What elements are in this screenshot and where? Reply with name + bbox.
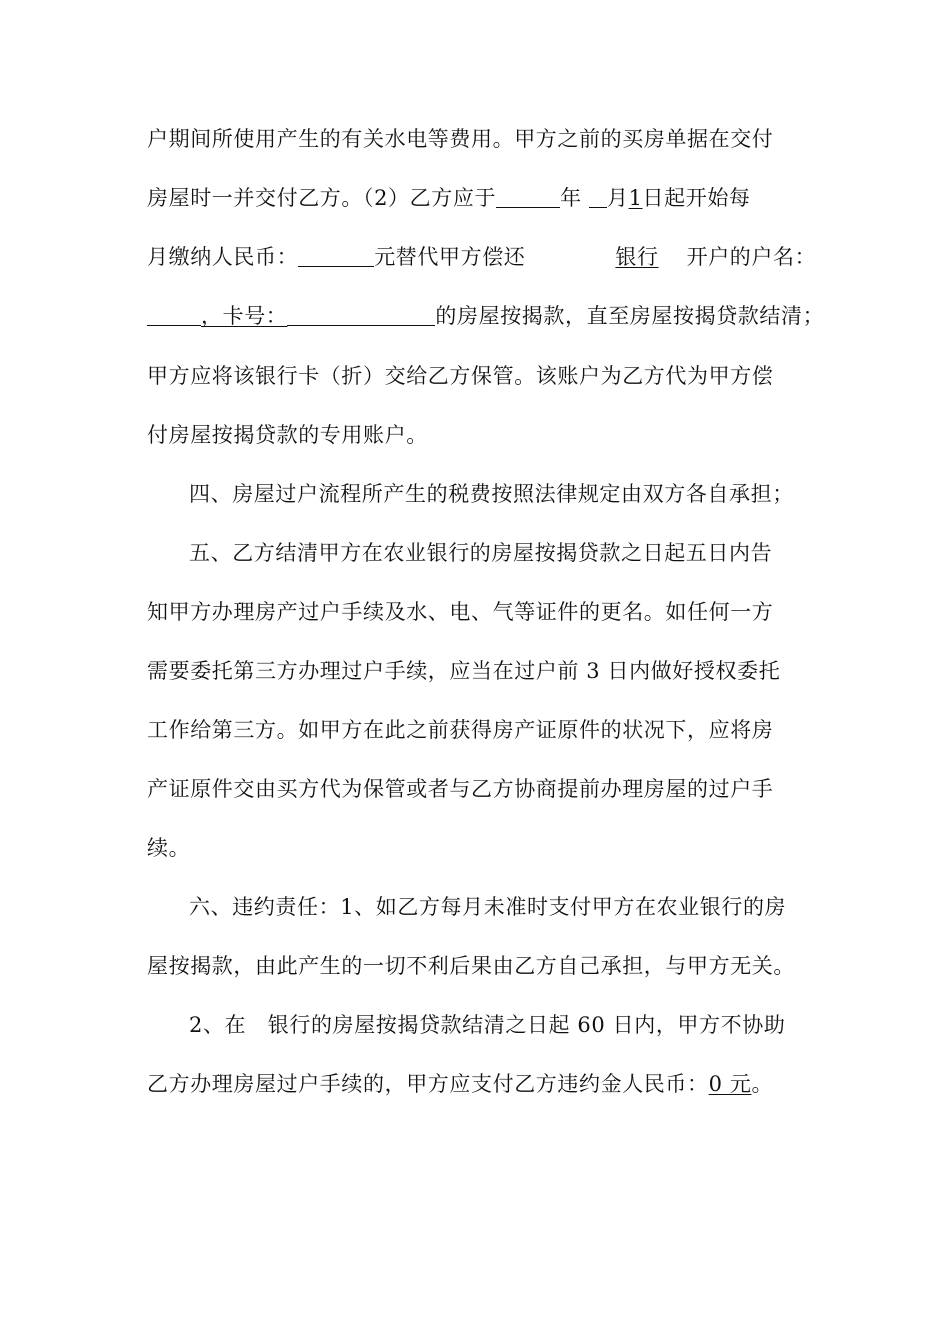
line-text: 户期间所使用产生的有关水电等费用。甲方之前的买房单据在交付 [147,127,774,151]
text-line [147,183,751,213]
line-text: 。 [751,1072,774,1096]
line-text: 六、违约责任：1、如乙方每月未准时支付甲方在农业银行的房 [189,895,787,919]
line-text: 元替代甲方偿还 [374,245,526,269]
text-line [147,124,773,154]
line-text: 的房屋按揭款，直至房屋按揭贷款结清； [435,304,825,328]
text-line [147,597,773,627]
filled-penalty-amount: 0 元 [708,1072,752,1096]
text-line [147,361,773,391]
text-line [147,774,773,804]
text-line [147,301,824,331]
line-text: 2、在 银行的房屋按揭贷款结清之日起 60 日内，甲方不协助 [189,1013,786,1037]
filled-card-label: ，卡号： [201,304,288,328]
blank-field-year [496,185,560,208]
line-text: 房屋时一并交付乙方。（2）乙方应于 [147,186,497,210]
blank-field-account-name [147,303,201,326]
text-line [189,1010,785,1040]
text-line [189,538,772,568]
text-line [189,479,794,509]
text-line [147,833,190,863]
line-text: 乙方办理房屋过户手续的，甲方应支付乙方违约金人民币： [147,1072,709,1096]
line-text: 月缴纳人民币： [147,245,299,269]
text-line [147,242,816,272]
text-line [147,951,795,981]
line-text: 四、房屋过户流程所产生的税费按照法律规定由双方各自承担； [189,482,794,506]
line-text: 需要委托第三方办理过户手续，应当在过户前 3 日内做好授权委托 [147,659,781,683]
line-text: 付房屋按揭贷款的专用账户。 [147,423,428,447]
text-line [147,1069,773,1099]
line-text: 屋按揭款，由此产生的一切不利后果由乙方自己承担，与甲方无关。 [147,954,795,978]
text-line [147,420,428,450]
line-text: 工作给第三方。如甲方在此之前获得房产证原件的状况下，应将房 [147,718,774,742]
line-text: 续。 [147,836,191,860]
text-line [147,656,780,686]
line-text: 月 [606,186,629,210]
line-text: 日起开始每 [642,186,751,210]
text-line [189,892,786,922]
filled-day: 1 [628,186,643,210]
line-text: 产证原件交由买方代为保管或者与乙方协商提前办理房屋的过户手 [147,777,774,801]
text-line [147,715,773,745]
blank-field-card-number [287,303,435,326]
line-text: 开户的户名： [686,245,817,269]
filled-bank: 银行 [615,245,659,269]
line-text: 甲方应将该银行卡（折）交给乙方保管。该账户为乙方代为甲方偿 [147,364,774,388]
line-text: 知甲方办理房产过户手续及水、电、气等证件的更名。如任何一方 [147,600,774,624]
line-text: 五、乙方结清甲方在农业银行的房屋按揭贷款之日起五日内告 [189,541,773,565]
line-text: 年 [560,186,589,210]
blank-field-month [589,185,607,208]
blank-field-amount [298,244,374,267]
